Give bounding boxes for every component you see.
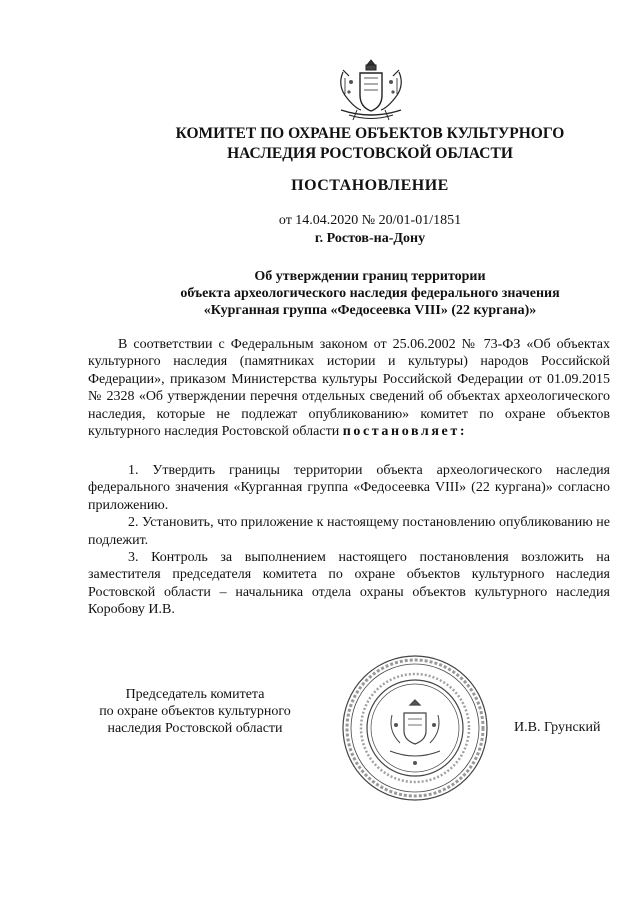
subject-line3: «Курганная группа «Федосеевка VIII» (22 кургана)» xyxy=(203,303,537,318)
signatory-title xyxy=(80,686,310,737)
committee-name-line1: КОМИТЕТ ПО ОХРАНЕ ОБЪЕКТОВ КУЛЬТУРНОГО xyxy=(175,125,565,142)
subject-line2: объекта археологического наследия федерального значения xyxy=(180,286,560,301)
subject-line1: Об утверждении границ территории xyxy=(254,269,486,284)
resolution-item-2: 2. Установить, что приложение к настоящему постановлению опубликованию не подлежит. xyxy=(88,515,610,548)
signatory-title-line1: Председатель комитета xyxy=(125,687,265,702)
resolves-word: постановляет: xyxy=(342,424,468,440)
resolution-items xyxy=(88,462,610,619)
signatory-title-line3: наследия Ростовской области xyxy=(107,721,283,736)
document-date-number: от 14.04.2020 № 20/01-01/1851 xyxy=(278,213,462,228)
official-seal-icon xyxy=(340,653,490,803)
document-city: г. Ростов-на-Дону xyxy=(314,231,426,246)
resolution-item-3: 3. Контроль за выполнением настоящего постановления возложить на заместителя председателя комитета по охране объектов культурного наследия Ростовской области – начальника отдела охраны объектов культурного наследия Коробову И.В. xyxy=(88,550,610,618)
preamble-paragraph xyxy=(88,336,610,440)
committee-name-line2: НАСЛЕДИЯ РОСТОВСКОЙ ОБЛАСТИ xyxy=(227,145,513,162)
signatory-title-line2: по охране объектов культурного xyxy=(99,704,291,719)
resolution-item-1: 1. Утвердить границы территории объекта археологического наследия федерального значения «Курганная группа «Федосеевка VIII» (22 кургана)» согласно приложению. xyxy=(88,463,610,513)
document-subject xyxy=(110,268,630,319)
signatory-name: И.В. Грунский xyxy=(514,720,601,735)
committee-name xyxy=(110,124,630,164)
document-type: ПОСТАНОВЛЕНИЕ xyxy=(291,177,449,194)
preamble-text: В соответствии с Федеральным законом от 25.06.2002 № 73-ФЗ «Об объектах культурного наследия (памятниках истории и культуры) народов Российской Федерации», приказом Министерства культуры Российской Федерации от 01.09.2015 № 2328 «Об утверждении перечня отдельных сведений об объектах археологического наследия, которые не подлежат опубликованию» комитет по охране объектов культурного наследия Ростовской области xyxy=(88,337,610,440)
coat-of-arms-icon xyxy=(335,58,407,124)
